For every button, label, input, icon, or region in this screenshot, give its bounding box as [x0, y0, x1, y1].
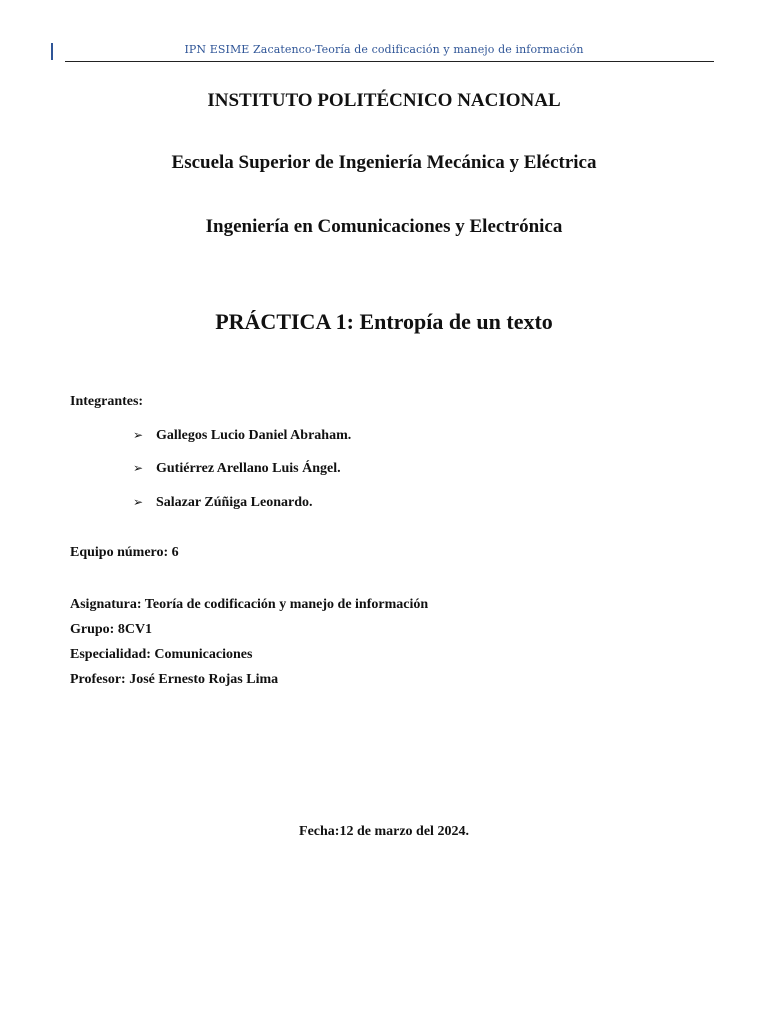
subject-line: Asignatura: Teoría de codificación y manejo de información: [70, 597, 429, 612]
member-item: [133, 461, 341, 477]
arrow-bullet-icon: ➢: [133, 495, 144, 509]
header-divider: [65, 61, 714, 62]
professor-line: Profesor: José Ernesto Rojas Lima: [70, 672, 279, 687]
school-title: Escuela Superior de Ingeniería Mecánica y Eléctrica: [171, 152, 597, 173]
member-name: Gallegos Lucio Daniel Abraham.: [156, 428, 352, 443]
institution-title: INSTITUTO POLITÉCNICO NACIONAL: [207, 90, 561, 111]
arrow-bullet-icon: ➢: [133, 461, 144, 475]
running-header: IPN ESIME Zacatenco-Teoría de codificación y manejo de información: [184, 43, 584, 56]
team-number: Equipo número: 6: [70, 545, 179, 560]
member-item: [133, 495, 313, 511]
arrow-bullet-icon: ➢: [133, 428, 144, 442]
group-line: Grupo: 8CV1: [70, 622, 153, 637]
member-item: [133, 428, 351, 444]
members-label: Integrantes:: [70, 394, 144, 409]
member-name: Gutiérrez Arellano Luis Ángel.: [156, 461, 341, 476]
specialty-line: Especialidad: Comunicaciones: [70, 647, 253, 662]
practice-title: PRÁCTICA 1: Entropía de un texto: [215, 309, 553, 334]
career-title: Ingeniería en Comunicaciones y Electrónica: [205, 216, 563, 237]
member-name: Salazar Zúñiga Leonardo.: [156, 495, 313, 510]
date-line: Fecha:12 de marzo del 2024.: [299, 824, 469, 839]
